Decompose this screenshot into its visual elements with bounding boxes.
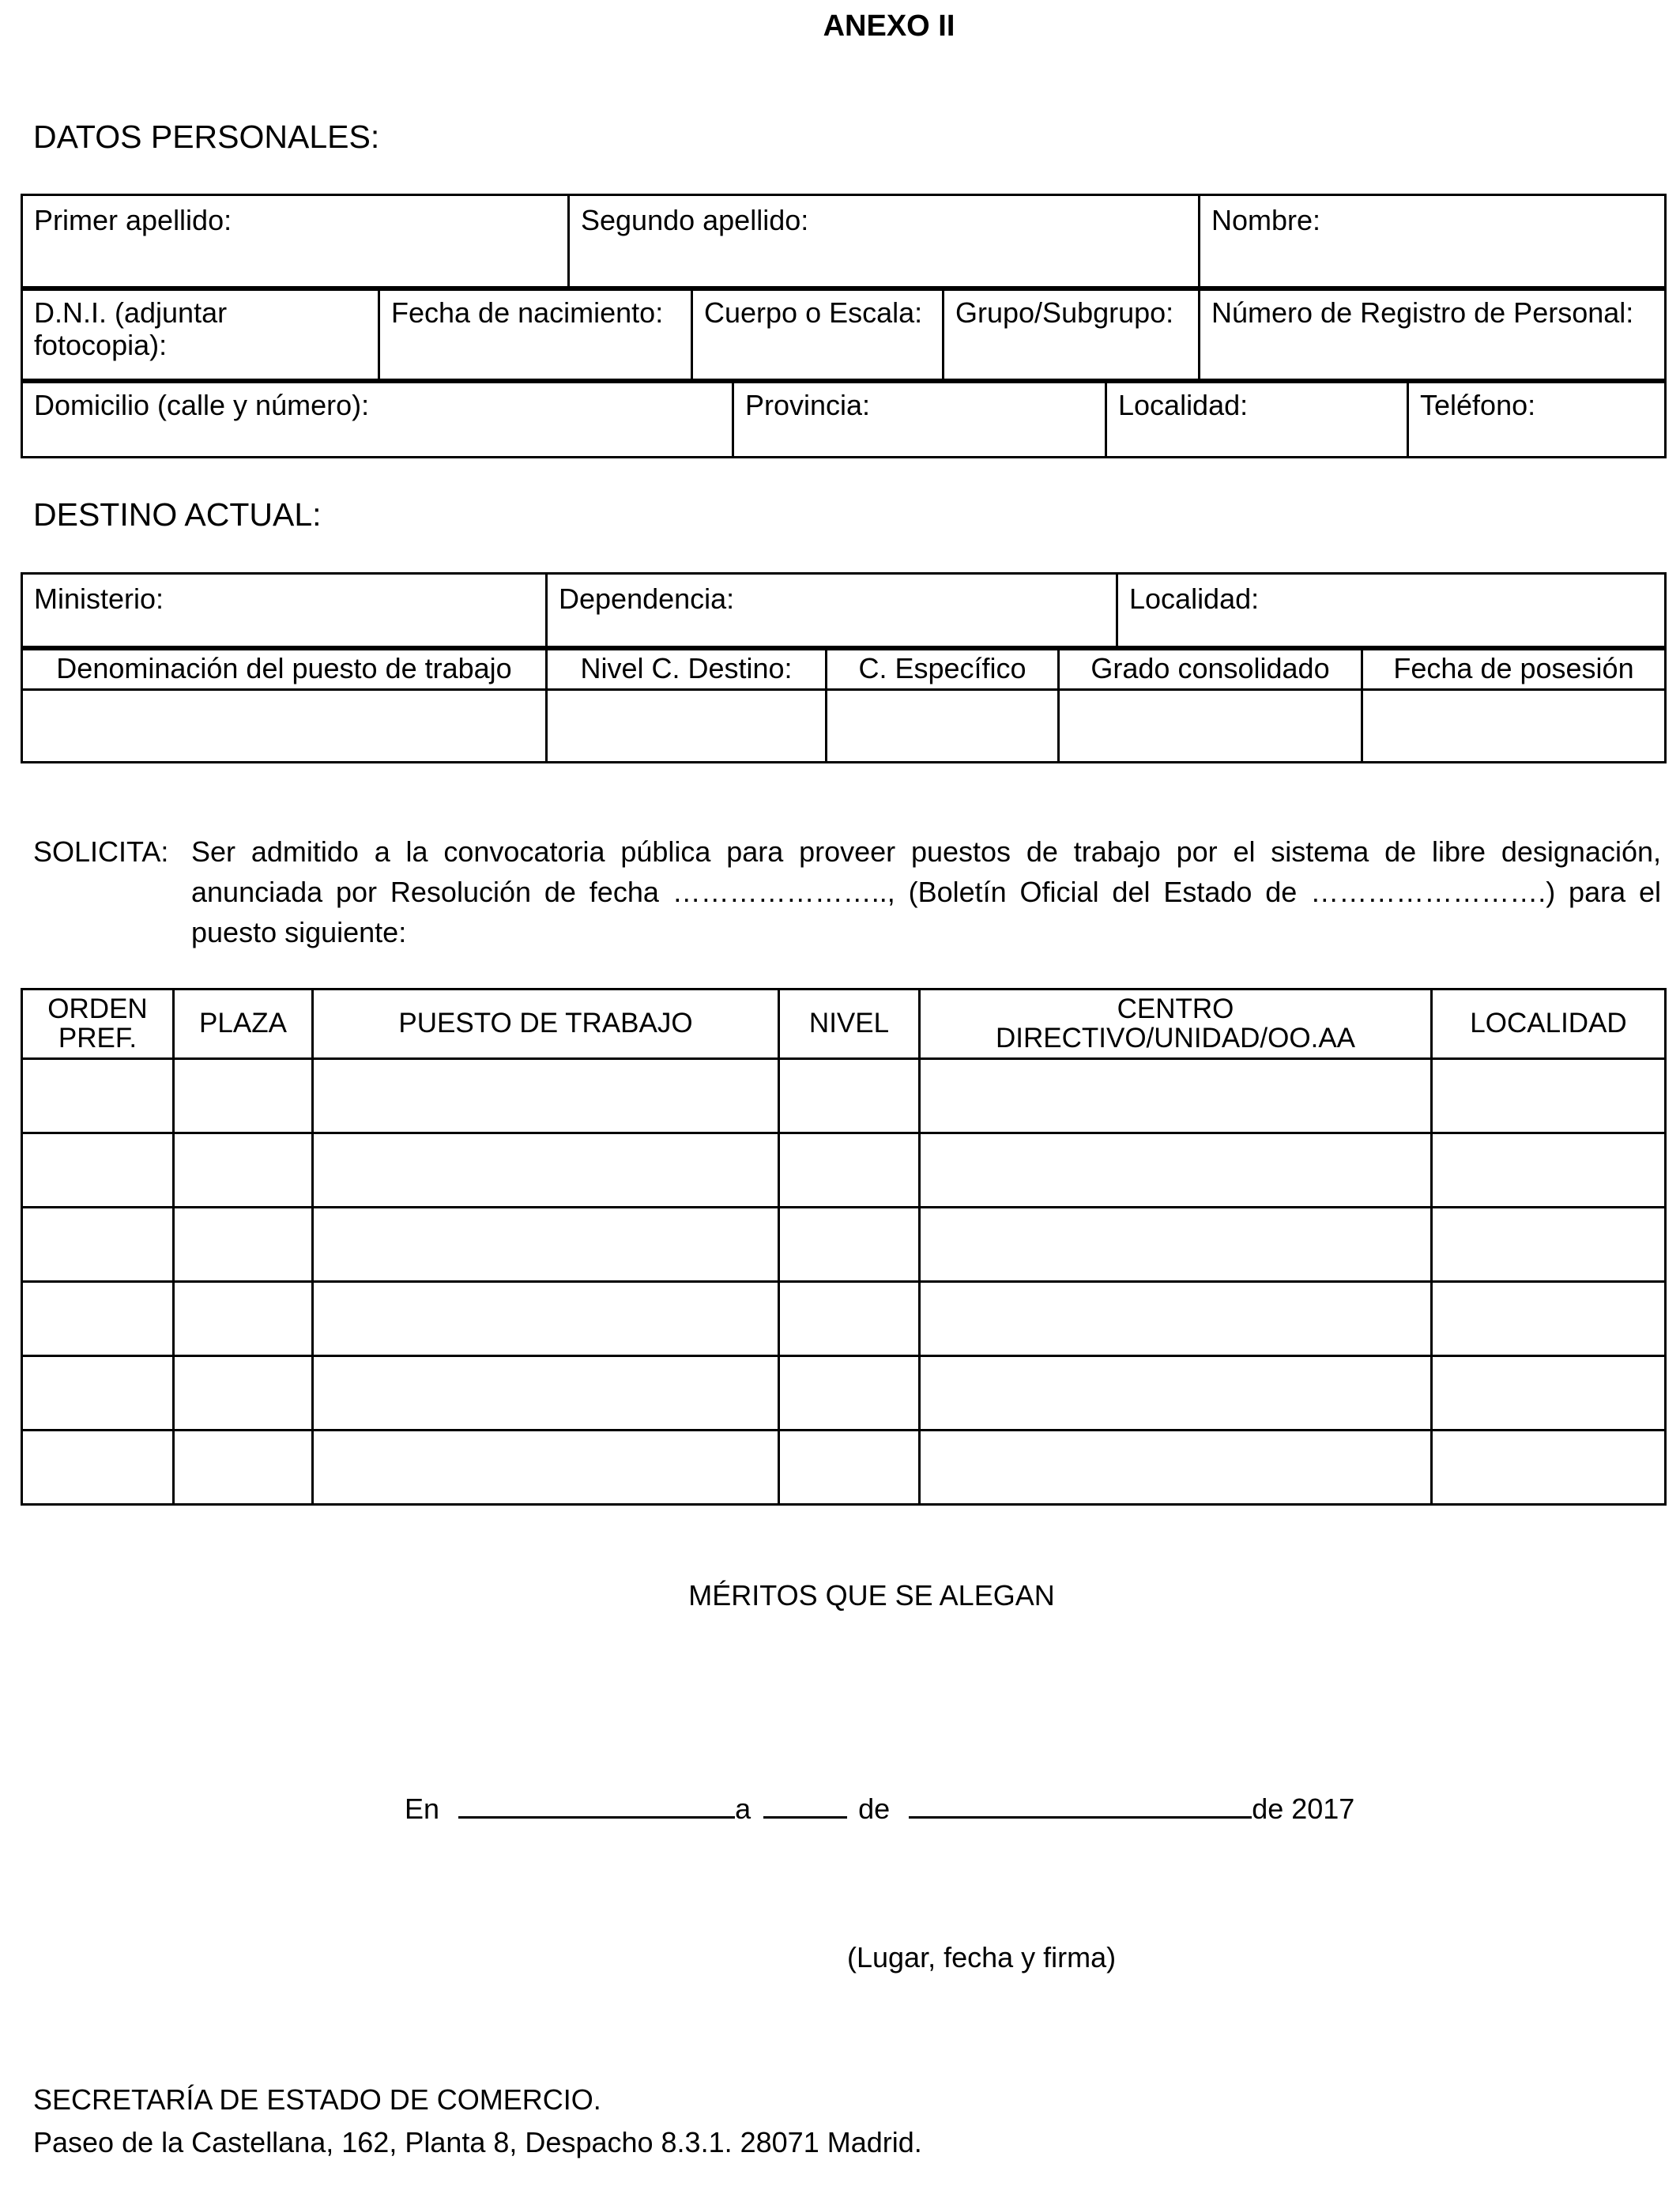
segundo-apellido-field[interactable] xyxy=(569,195,1200,290)
puesto-trabajo-cell[interactable] xyxy=(313,1208,779,1282)
ministerio-field[interactable] xyxy=(22,574,547,650)
nivel-cell[interactable] xyxy=(779,1431,920,1505)
solicita-label: SOLICITA: xyxy=(33,835,169,868)
orden-pref-cell[interactable] xyxy=(22,1133,174,1208)
table-row xyxy=(22,1059,1666,1133)
orden-pref-cell[interactable] xyxy=(22,1282,174,1356)
segundo-apellido-label: Segundo apellido: xyxy=(581,204,809,236)
dependencia-label: Dependencia: xyxy=(559,582,735,615)
localidad-header: LOCALIDAD xyxy=(1432,990,1666,1059)
fecha-nacimiento-label: Fecha de nacimiento: xyxy=(391,296,664,329)
table-row xyxy=(22,1208,1666,1282)
centro-directivo-cell[interactable] xyxy=(920,1208,1432,1282)
nombre-field[interactable] xyxy=(1200,195,1666,290)
localidad-cell[interactable] xyxy=(1432,1431,1666,1505)
a-label: a xyxy=(735,1793,751,1825)
localidad-cell[interactable] xyxy=(1432,1133,1666,1208)
table-row xyxy=(22,1282,1666,1356)
nivel-cell[interactable] xyxy=(779,1059,920,1133)
grupo-subgrupo-field[interactable] xyxy=(944,288,1200,383)
puesto-trabajo-cell[interactable] xyxy=(313,1133,779,1208)
localidad-cell[interactable] xyxy=(1432,1356,1666,1431)
domicilio-label: Domicilio (calle y número): xyxy=(34,389,370,421)
c-especifico-field[interactable] xyxy=(827,690,1059,763)
orden-pref-cell[interactable] xyxy=(22,1208,174,1282)
dni-label: D.N.I. (adjuntar fotocopia): xyxy=(34,296,228,362)
fecha-line xyxy=(405,1793,1354,1826)
grupo-subgrupo-label: Grupo/Subgrupo: xyxy=(955,296,1174,329)
primer-apellido-label: Primer apellido: xyxy=(34,204,232,236)
datos-personales-row2 xyxy=(21,286,1667,383)
plaza-cell[interactable] xyxy=(174,1356,313,1431)
plaza-cell[interactable] xyxy=(174,1282,313,1356)
section-heading-destino-actual: DESTINO ACTUAL: xyxy=(33,496,322,533)
nivel-c-destino-header: Nivel C. Destino: xyxy=(547,647,827,690)
puesto-trabajo-cell[interactable] xyxy=(313,1059,779,1133)
datos-personales-row3 xyxy=(21,379,1667,458)
denominacion-puesto-header: Denominación del puesto de trabajo xyxy=(22,647,547,690)
nombre-label: Nombre: xyxy=(1211,204,1321,236)
orden-pref-cell[interactable] xyxy=(22,1059,174,1133)
nivel-header: NIVEL xyxy=(779,990,920,1059)
centro-directivo-cell[interactable] xyxy=(920,1431,1432,1505)
localidad-cell[interactable] xyxy=(1432,1059,1666,1133)
grado-consolidado-header: Grado consolidado xyxy=(1059,647,1362,690)
c-especifico-header: C. Específico xyxy=(827,647,1059,690)
telefono-field[interactable] xyxy=(1408,380,1666,458)
nivel-cell[interactable] xyxy=(779,1282,920,1356)
cuerpo-escala-field[interactable] xyxy=(692,288,944,383)
nivel-c-destino-field[interactable] xyxy=(547,690,827,763)
datos-personales-row1 xyxy=(21,194,1667,291)
de-label: de xyxy=(858,1793,891,1825)
plaza-cell[interactable] xyxy=(174,1059,313,1133)
nivel-cell[interactable] xyxy=(779,1133,920,1208)
destino-actual-row2 xyxy=(21,646,1667,763)
page-title: ANEXO II xyxy=(823,9,955,43)
localidad-label: Localidad: xyxy=(1118,389,1249,421)
primer-apellido-field[interactable] xyxy=(22,195,569,290)
plaza-cell[interactable] xyxy=(174,1208,313,1282)
destino-localidad-label: Localidad: xyxy=(1129,582,1260,615)
de-2017-label: de 2017 xyxy=(1252,1793,1355,1825)
table-row xyxy=(22,1356,1666,1431)
registro-personal-label: Número de Registro de Personal: xyxy=(1211,296,1634,329)
en-label: En xyxy=(405,1793,440,1825)
centro-directivo-header: CENTRO DIRECTIVO/UNIDAD/OO.AA xyxy=(920,990,1432,1059)
destino-localidad-field[interactable] xyxy=(1117,574,1666,650)
localidad-cell[interactable] xyxy=(1432,1282,1666,1356)
localidad-field[interactable] xyxy=(1106,380,1408,458)
registro-personal-field[interactable] xyxy=(1200,288,1666,383)
nivel-cell[interactable] xyxy=(779,1208,920,1282)
orden-pref-cell[interactable] xyxy=(22,1431,174,1505)
puesto-trabajo-cell[interactable] xyxy=(313,1282,779,1356)
meritos-heading: MÉRITOS QUE SE ALEGAN xyxy=(688,1579,1055,1612)
dni-field[interactable] xyxy=(22,288,379,383)
mes-blank[interactable] xyxy=(909,1793,1252,1819)
denominacion-puesto-field[interactable] xyxy=(22,690,547,763)
provincia-field[interactable] xyxy=(733,380,1106,458)
lugar-fecha-firma-label: (Lugar, fecha y firma) xyxy=(847,1941,1117,1973)
footer-address: Paseo de la Castellana, 162, Planta 8, Despacho 8.3.1. 28071 Madrid. xyxy=(33,2126,922,2158)
plaza-header: PLAZA xyxy=(174,990,313,1059)
dia-blank[interactable] xyxy=(763,1793,847,1819)
centro-directivo-cell[interactable] xyxy=(920,1059,1432,1133)
orden-pref-header: ORDEN PREF. xyxy=(22,990,174,1059)
centro-directivo-cell[interactable] xyxy=(920,1133,1432,1208)
table-row xyxy=(22,1431,1666,1505)
footer-secretaria: SECRETARÍA DE ESTADO DE COMERCIO. xyxy=(33,2083,601,2116)
puesto-trabajo-cell[interactable] xyxy=(313,1356,779,1431)
dependencia-field[interactable] xyxy=(547,574,1117,650)
fecha-nacimiento-field[interactable] xyxy=(379,288,692,383)
telefono-label: Teléfono: xyxy=(1420,389,1536,421)
nivel-cell[interactable] xyxy=(779,1356,920,1431)
centro-directivo-cell[interactable] xyxy=(920,1282,1432,1356)
cuerpo-escala-label: Cuerpo o Escala: xyxy=(704,296,923,329)
domicilio-field[interactable] xyxy=(22,380,733,458)
grado-consolidado-field[interactable] xyxy=(1059,690,1362,763)
plaza-cell[interactable] xyxy=(174,1431,313,1505)
puestos-table-header xyxy=(22,990,1666,1059)
orden-pref-cell[interactable] xyxy=(22,1356,174,1431)
puestos-table xyxy=(21,988,1667,1506)
provincia-label: Provincia: xyxy=(745,389,871,421)
solicita-text: Ser admitido a la convocatoria pública para proveer puestos de trabajo por el sistema de libre designación, anunciada por Resolución de fecha ………………….., (Boletín Oficial del Estado de …………………….) para el puesto siguiente: xyxy=(191,835,1661,948)
section-heading-datos-personales: DATOS PERSONALES: xyxy=(33,119,380,155)
puesto-trabajo-cell[interactable] xyxy=(313,1431,779,1505)
destino-actual-row1 xyxy=(21,572,1667,650)
puesto-trabajo-header: PUESTO DE TRABAJO xyxy=(313,990,779,1059)
localidad-cell[interactable] xyxy=(1432,1208,1666,1282)
plaza-cell[interactable] xyxy=(174,1133,313,1208)
fecha-posesion-field[interactable] xyxy=(1362,690,1666,763)
table-row xyxy=(22,1133,1666,1208)
lugar-blank[interactable] xyxy=(458,1793,735,1819)
fecha-posesion-header: Fecha de posesión xyxy=(1362,647,1666,690)
ministerio-label: Ministerio: xyxy=(34,582,164,615)
centro-directivo-cell[interactable] xyxy=(920,1356,1432,1431)
